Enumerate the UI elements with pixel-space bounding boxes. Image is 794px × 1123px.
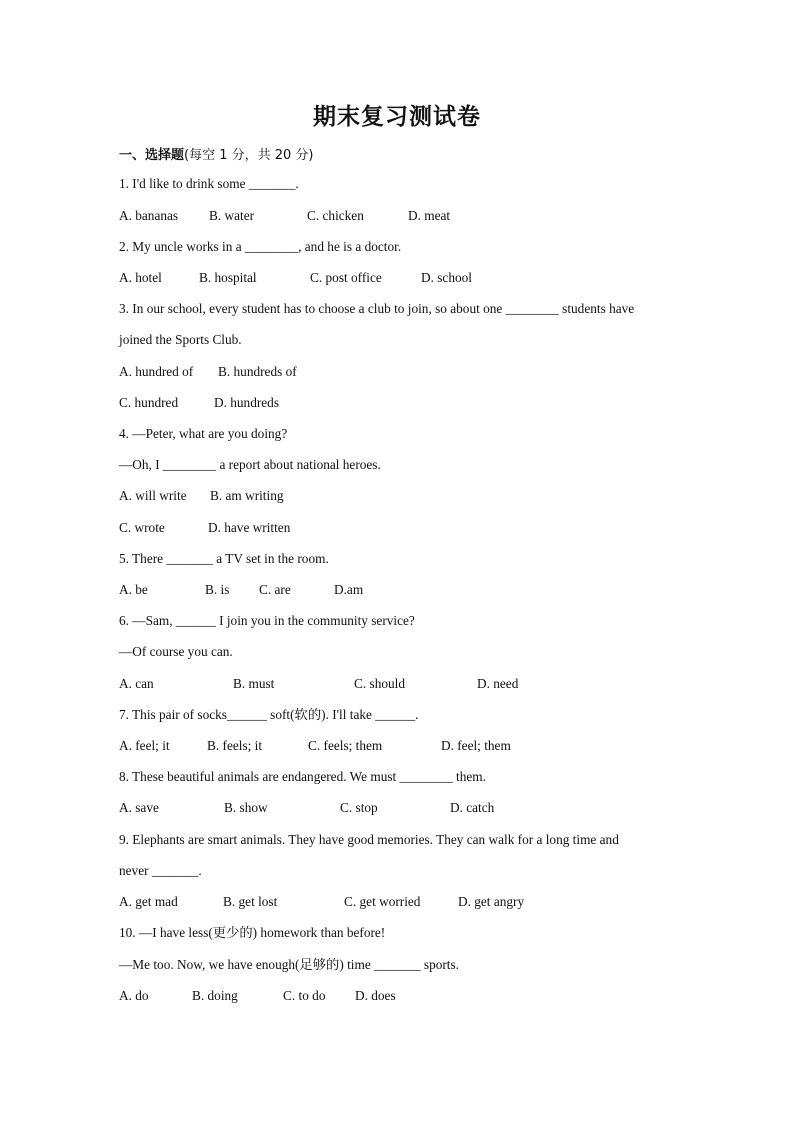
option-c: C. are xyxy=(259,582,291,597)
option-b: B. get lost xyxy=(223,894,278,909)
option-c: C. feels; them xyxy=(308,738,383,753)
option-a: A. do xyxy=(119,988,149,1003)
question-6-stem-continued: —Of course you can. xyxy=(119,644,233,659)
question-6-stem: 6. —Sam, ______ I join you in the community service? xyxy=(119,613,415,628)
option-b: B. hundreds of xyxy=(218,364,297,379)
question-3-stem: 3. In our school, every student has to choose a club to join, so about one ________ students have xyxy=(119,301,635,316)
option-d: D.am xyxy=(334,582,364,597)
option-d: D. school xyxy=(421,270,472,285)
option-d: D. does xyxy=(355,988,396,1003)
option-d: D. catch xyxy=(450,800,495,815)
option-a: A. will write xyxy=(119,488,187,503)
question-1-stem: 1. I'd like to drink some _______. xyxy=(119,176,299,191)
option-a: A. can xyxy=(119,676,154,691)
question-5-stem: 5. There _______ a TV set in the room. xyxy=(119,551,329,566)
question-4-stem: 4. —Peter, what are you doing? xyxy=(119,426,288,441)
option-b: B. doing xyxy=(192,988,238,1003)
question-9-stem: 9. Elephants are smart animals. They have good memories. They can walk for a long time and xyxy=(119,832,619,847)
option-d: D. hundreds xyxy=(214,395,279,410)
option-c: C. wrote xyxy=(119,520,165,535)
option-d: D. get angry xyxy=(458,894,525,909)
option-a: A. hotel xyxy=(119,270,162,285)
option-b: B. feels; it xyxy=(207,738,263,753)
option-c: C. chicken xyxy=(307,208,364,223)
question-7-stem: 7. This pair of socks______ soft(软的). I'll take ______. xyxy=(119,707,419,722)
question-2-stem: 2. My uncle works in a ________, and he is a doctor. xyxy=(119,239,402,254)
question-4-stem-continued: —Oh, I ________ a report about national heroes. xyxy=(119,457,381,472)
option-a: A. feel; it xyxy=(119,738,170,753)
section-title: 一、选择题 xyxy=(119,148,185,163)
option-b: B. is xyxy=(205,582,230,597)
option-c: C. get worried xyxy=(344,894,421,909)
page-title: 期末复习测试卷 xyxy=(313,103,481,130)
section-score-note: (每空 1 分，共 20 分) xyxy=(184,148,314,163)
question-9-stem-continued: never _______. xyxy=(119,863,202,878)
option-d: D. need xyxy=(477,676,519,691)
option-b: B. am writing xyxy=(210,488,284,503)
option-a: A. save xyxy=(119,800,159,815)
question-10-stem-continued: —Me too. Now, we have enough(足够的) time _______ sports. xyxy=(119,957,460,972)
option-d: D. have written xyxy=(208,520,291,535)
option-c: C. to do xyxy=(283,988,326,1003)
option-b: B. show xyxy=(224,800,268,815)
option-b: B. must xyxy=(233,676,275,691)
option-a: A. bananas xyxy=(119,208,179,223)
option-b: B. water xyxy=(209,208,255,223)
option-a: A. get mad xyxy=(119,894,178,909)
option-b: B. hospital xyxy=(199,270,257,285)
question-3-stem-continued: joined the Sports Club. xyxy=(119,332,242,347)
option-a: A. hundred of xyxy=(119,364,194,379)
option-a: A. be xyxy=(119,582,148,597)
option-c: C. stop xyxy=(340,800,378,815)
option-c: C. hundred xyxy=(119,395,179,410)
option-d: D. meat xyxy=(408,208,451,223)
option-c: C. post office xyxy=(310,270,382,285)
section-heading xyxy=(119,144,314,163)
question-8-stem: 8. These beautiful animals are endangered. We must ________ them. xyxy=(119,769,486,784)
question-10-stem: 10. —I have less(更少的) homework than before! xyxy=(119,925,386,940)
option-c: C. should xyxy=(354,676,405,691)
option-d: D. feel; them xyxy=(441,738,511,753)
